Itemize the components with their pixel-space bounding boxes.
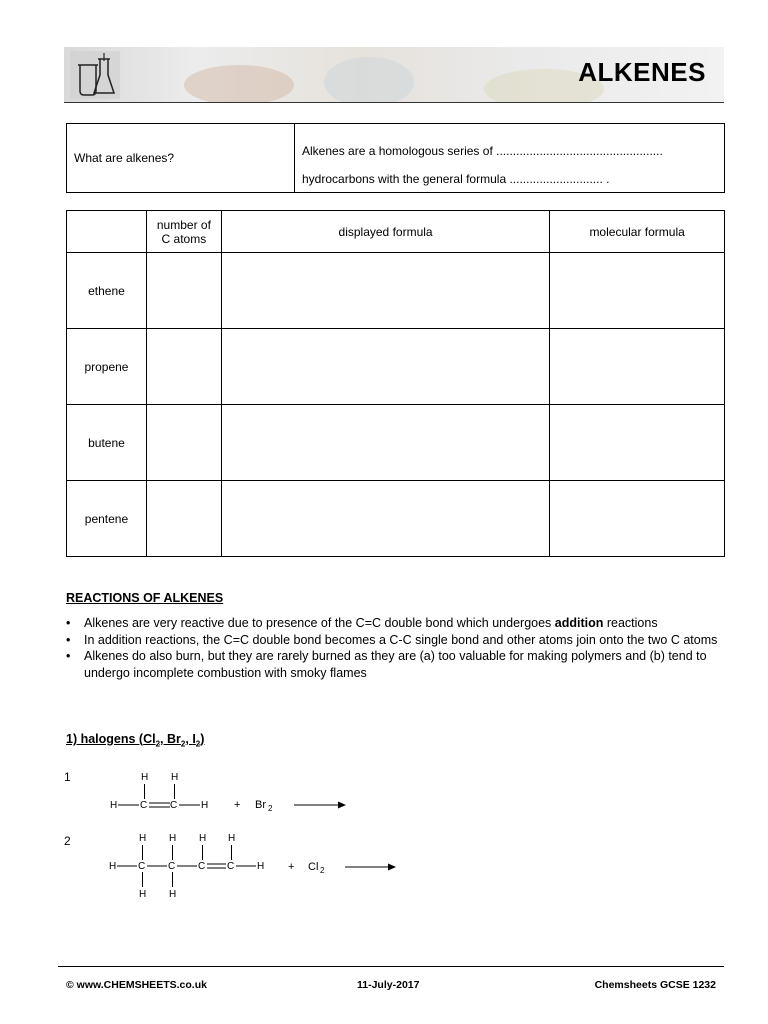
atom-label: C (227, 861, 235, 872)
subscript: 2 (268, 804, 273, 813)
atom-label: C (140, 800, 148, 811)
atom-label: C (138, 861, 146, 872)
definition-line-1: Alkenes are a homologous series of .................................................. (302, 144, 663, 158)
atom-label: H (171, 772, 179, 783)
row-label: pentene (67, 481, 147, 557)
atom-label: H (257, 861, 265, 872)
row-label: propene (67, 329, 147, 405)
list-item: • Alkenes are very reactive due to presence of the C=C double bond which undergoes addition reactions (66, 615, 726, 632)
footer-date: 11-July-2017 (357, 979, 420, 991)
atom-label: H (139, 889, 147, 900)
footer-website: © www.CHEMSHEETS.co.uk (66, 979, 207, 991)
atom-label: H (139, 833, 147, 844)
atom-label: H (110, 800, 118, 811)
list-item: • In addition reactions, the C=C double bond becomes a C-C single bond and other atoms join onto the two C atoms (66, 632, 726, 649)
subscript: 2 (320, 866, 325, 875)
atom-label: H (109, 861, 117, 872)
subheading-halogens: 1) halogens ($Cl_2$, $Br_2$, $I_2$) (66, 732, 205, 749)
definition-line-2: hydrocarbons with the general formula ............................ . (302, 172, 610, 186)
atom-label: C (170, 800, 178, 811)
header-cell-displayed-formula: displayed formula (221, 211, 549, 253)
section-title-reactions: REACTIONS OF ALKENES (66, 591, 224, 605)
row-label: butene (67, 405, 147, 481)
reagent-label: Br (255, 799, 266, 811)
reagent-label: Cl (308, 861, 319, 873)
plus-sign: + (288, 861, 295, 873)
page-title: ALKENES (578, 57, 706, 87)
plus-sign: + (234, 799, 241, 811)
atom-label: C (198, 861, 206, 872)
list-item: • Alkenes do also burn, but they are rarely burned as they are (a) too valuable for making polymers and (b) tend to undergo incomplete combustion with smoky flames (66, 648, 726, 681)
row-label: ethene (67, 253, 147, 329)
atom-label: H (199, 833, 207, 844)
atom-label: C (168, 861, 176, 872)
footer-reference: Chemsheets GCSE 1232 (594, 979, 716, 991)
atom-label: H (141, 772, 149, 783)
question-number: 2 (64, 834, 71, 848)
header-cell-molecular-formula: molecular formula (550, 211, 725, 253)
atom-label: H (201, 800, 209, 811)
footer-divider (58, 966, 724, 967)
header-cell-carbon-atoms: number of C atoms (146, 211, 221, 253)
atom-label: H (169, 889, 177, 900)
atom-label: H (228, 833, 236, 844)
definition-question: What are alkenes? (67, 124, 295, 192)
atom-label: H (169, 833, 177, 844)
question-number: 1 (64, 770, 71, 784)
arrow-icon (388, 864, 396, 871)
